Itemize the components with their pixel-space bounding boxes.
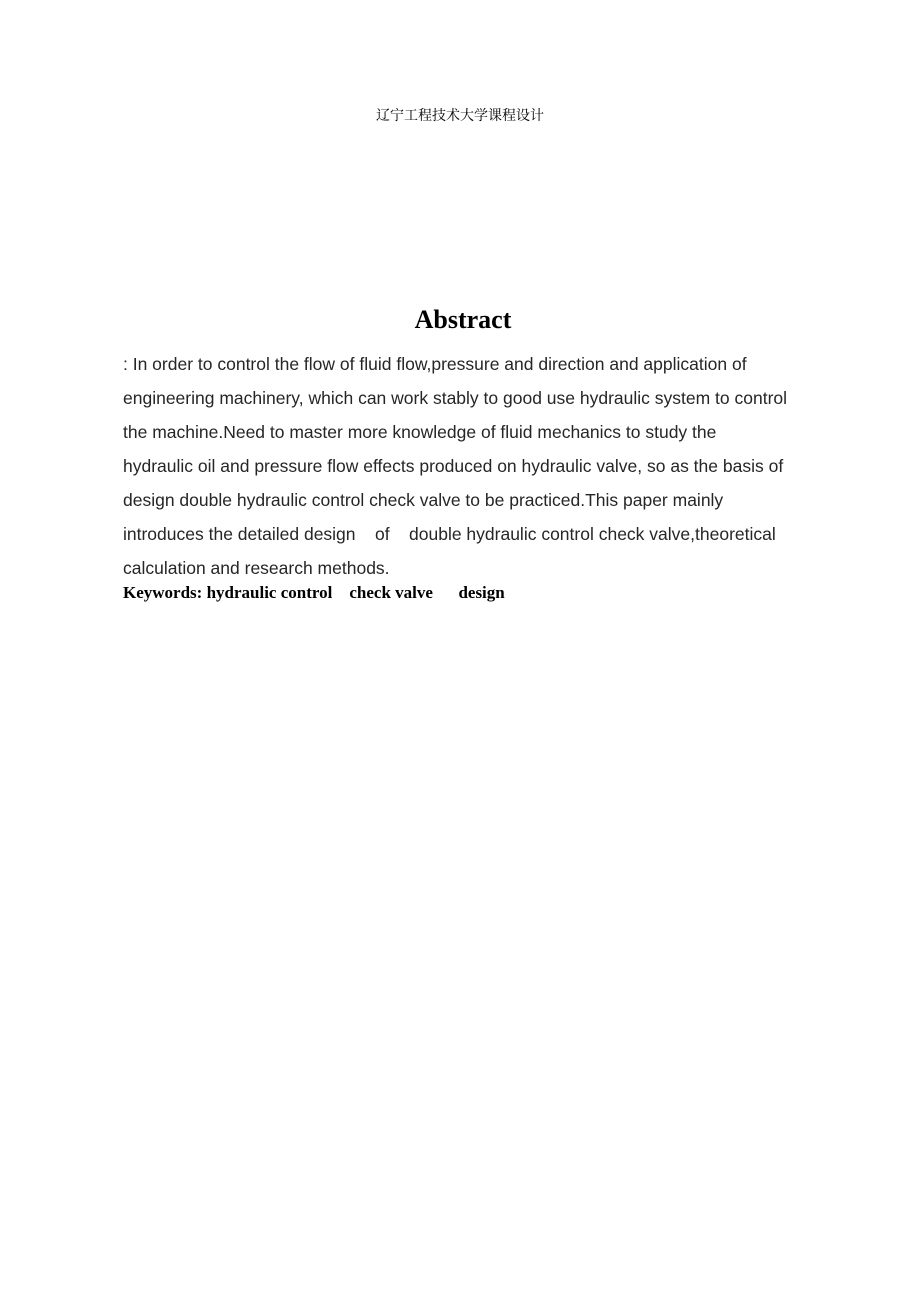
abstract-line: : In order to control the flow of fluid flow,pressure and direction and application of <box>123 354 747 374</box>
abstract-title: Abstract <box>414 305 512 334</box>
keywords-label: Keywords: <box>123 583 207 602</box>
abstract-body <box>123 347 833 585</box>
abstract-line: design double hydraulic control check valve to be practiced.This paper mainly <box>123 490 724 510</box>
keyword-item: design <box>458 583 505 602</box>
page-header: 辽宁工程技术大学课程设计 <box>376 108 544 124</box>
abstract-line: calculation and research methods. <box>123 558 390 578</box>
abstract-line: hydraulic oil and pressure flow effects produced on hydraulic valve, so as the basis of <box>123 456 784 476</box>
keyword-item: hydraulic control <box>206 583 333 602</box>
keywords-line <box>123 581 505 605</box>
keyword-item: check valve <box>349 583 433 602</box>
abstract-line: engineering machinery, which can work stably to good use hydraulic system to control <box>123 388 788 408</box>
abstract-line: the machine.Need to master more knowledge of fluid mechanics to study the <box>123 422 717 442</box>
abstract-line: introduces the detailed design of double hydraulic control check valve,theoretical <box>123 524 776 544</box>
